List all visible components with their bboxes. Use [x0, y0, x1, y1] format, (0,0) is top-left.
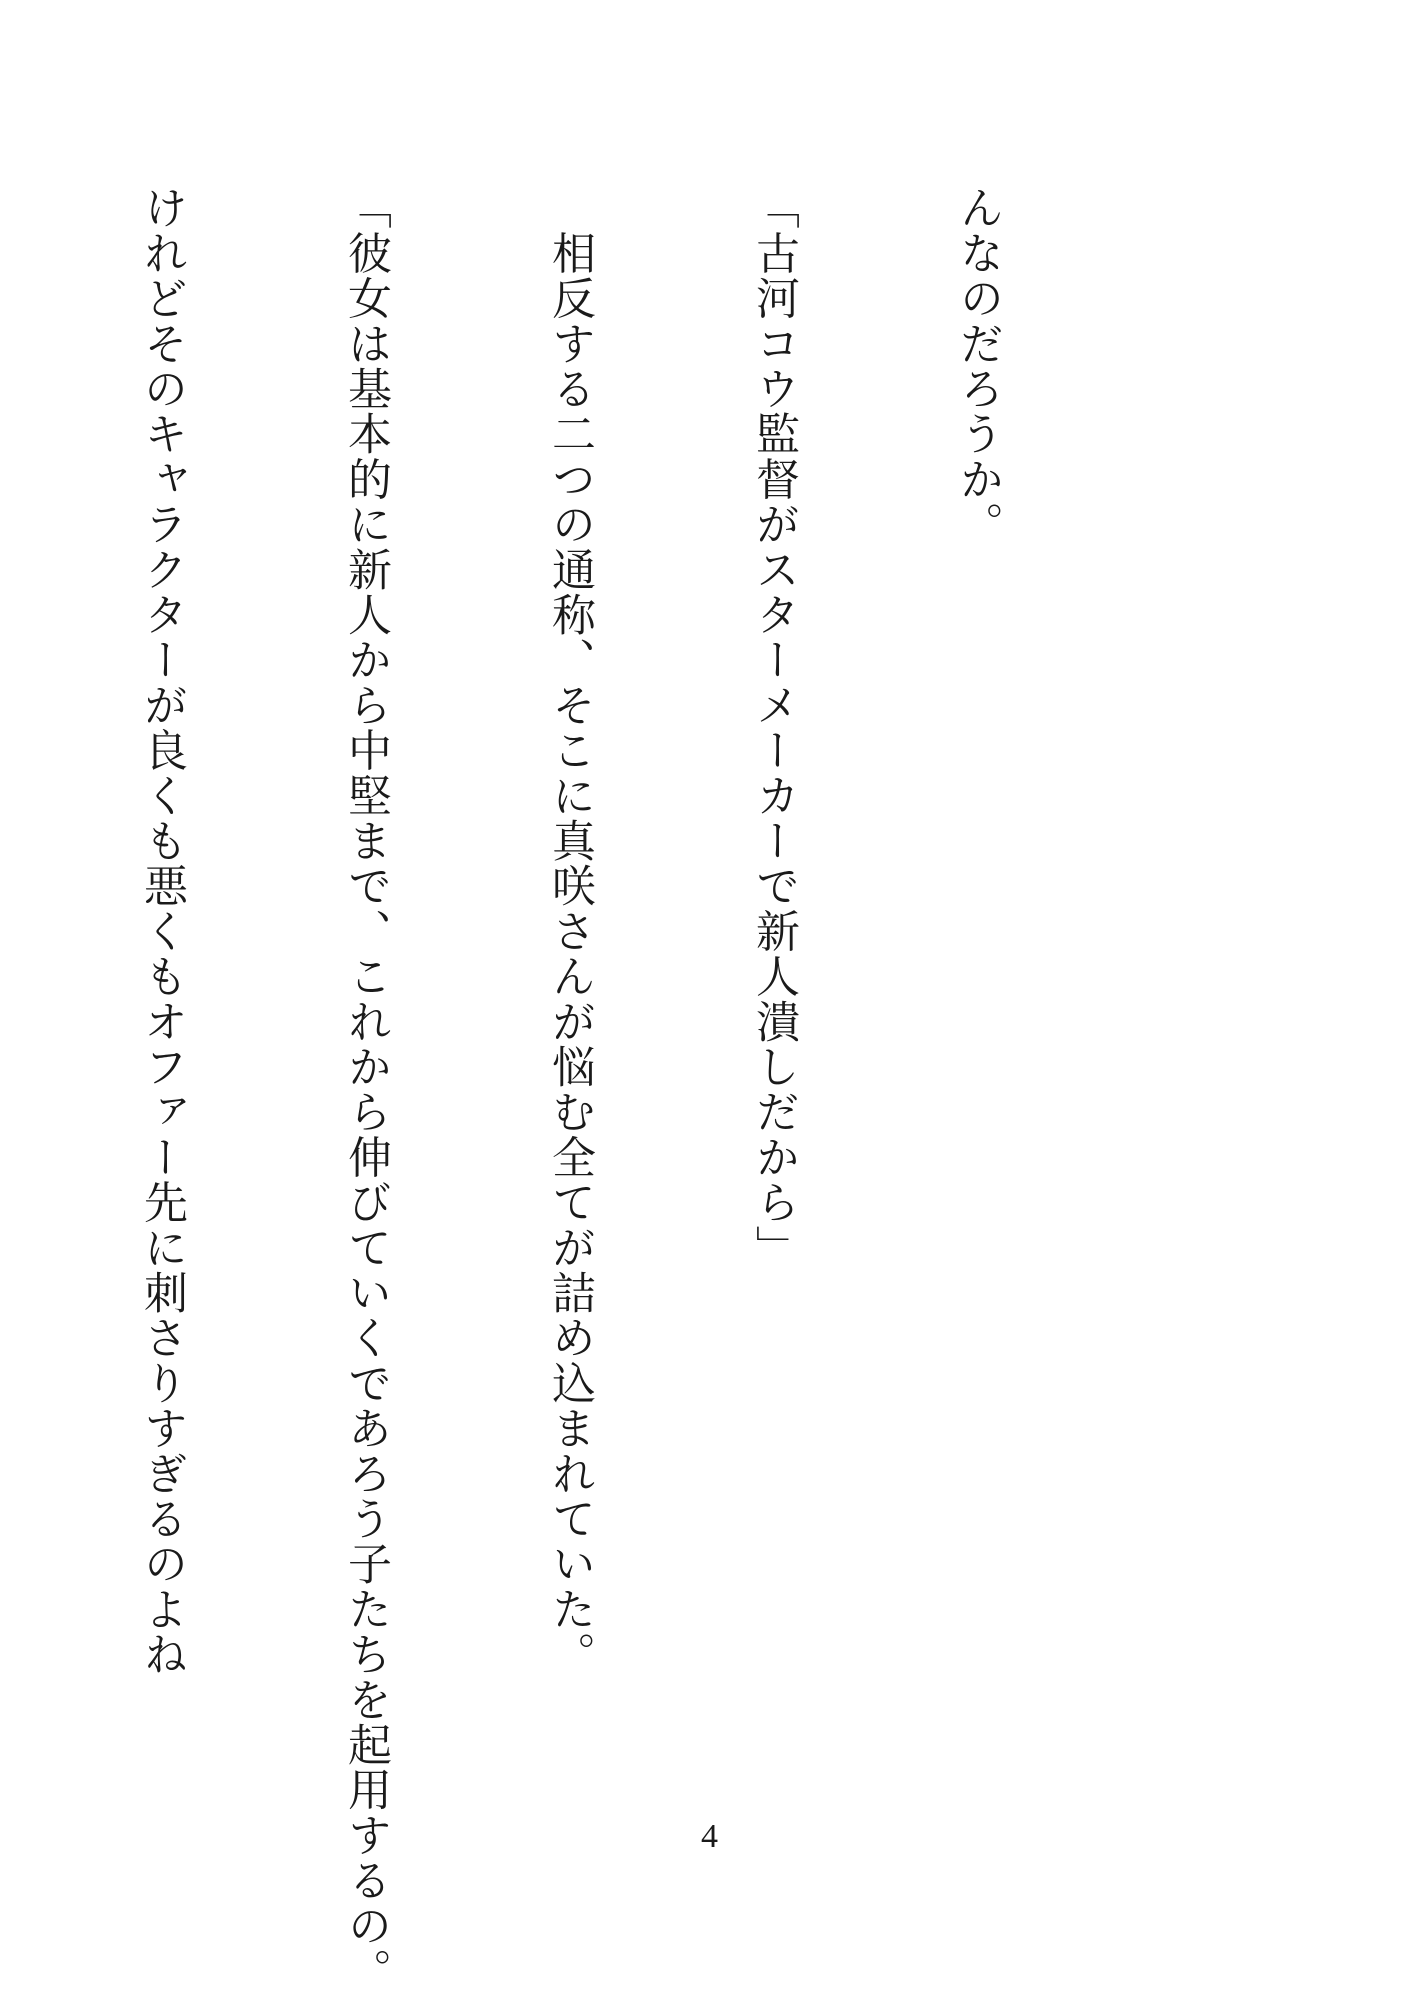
text-line: けれどそのキャラクターが良くも悪くもオファー先に刺さりすぎるのよね: [136, 185, 187, 1677]
vertical-text-body: [0, 185, 1147, 1993]
text-line: 相反する二つの通称、そこに真咲さんが悩む全てが詰め込まれていた。: [544, 185, 595, 1677]
page-number: 4: [701, 1818, 718, 1855]
text-line: んなのだろうか。: [952, 185, 1003, 547]
text-line: 「古河コウ監督がスターメーカーで新人潰しだから」: [748, 185, 799, 1270]
text-line: 「彼女は基本的に新人から中堅まで、これから伸びていくであろう子たちを起用するの。: [340, 185, 391, 1993]
